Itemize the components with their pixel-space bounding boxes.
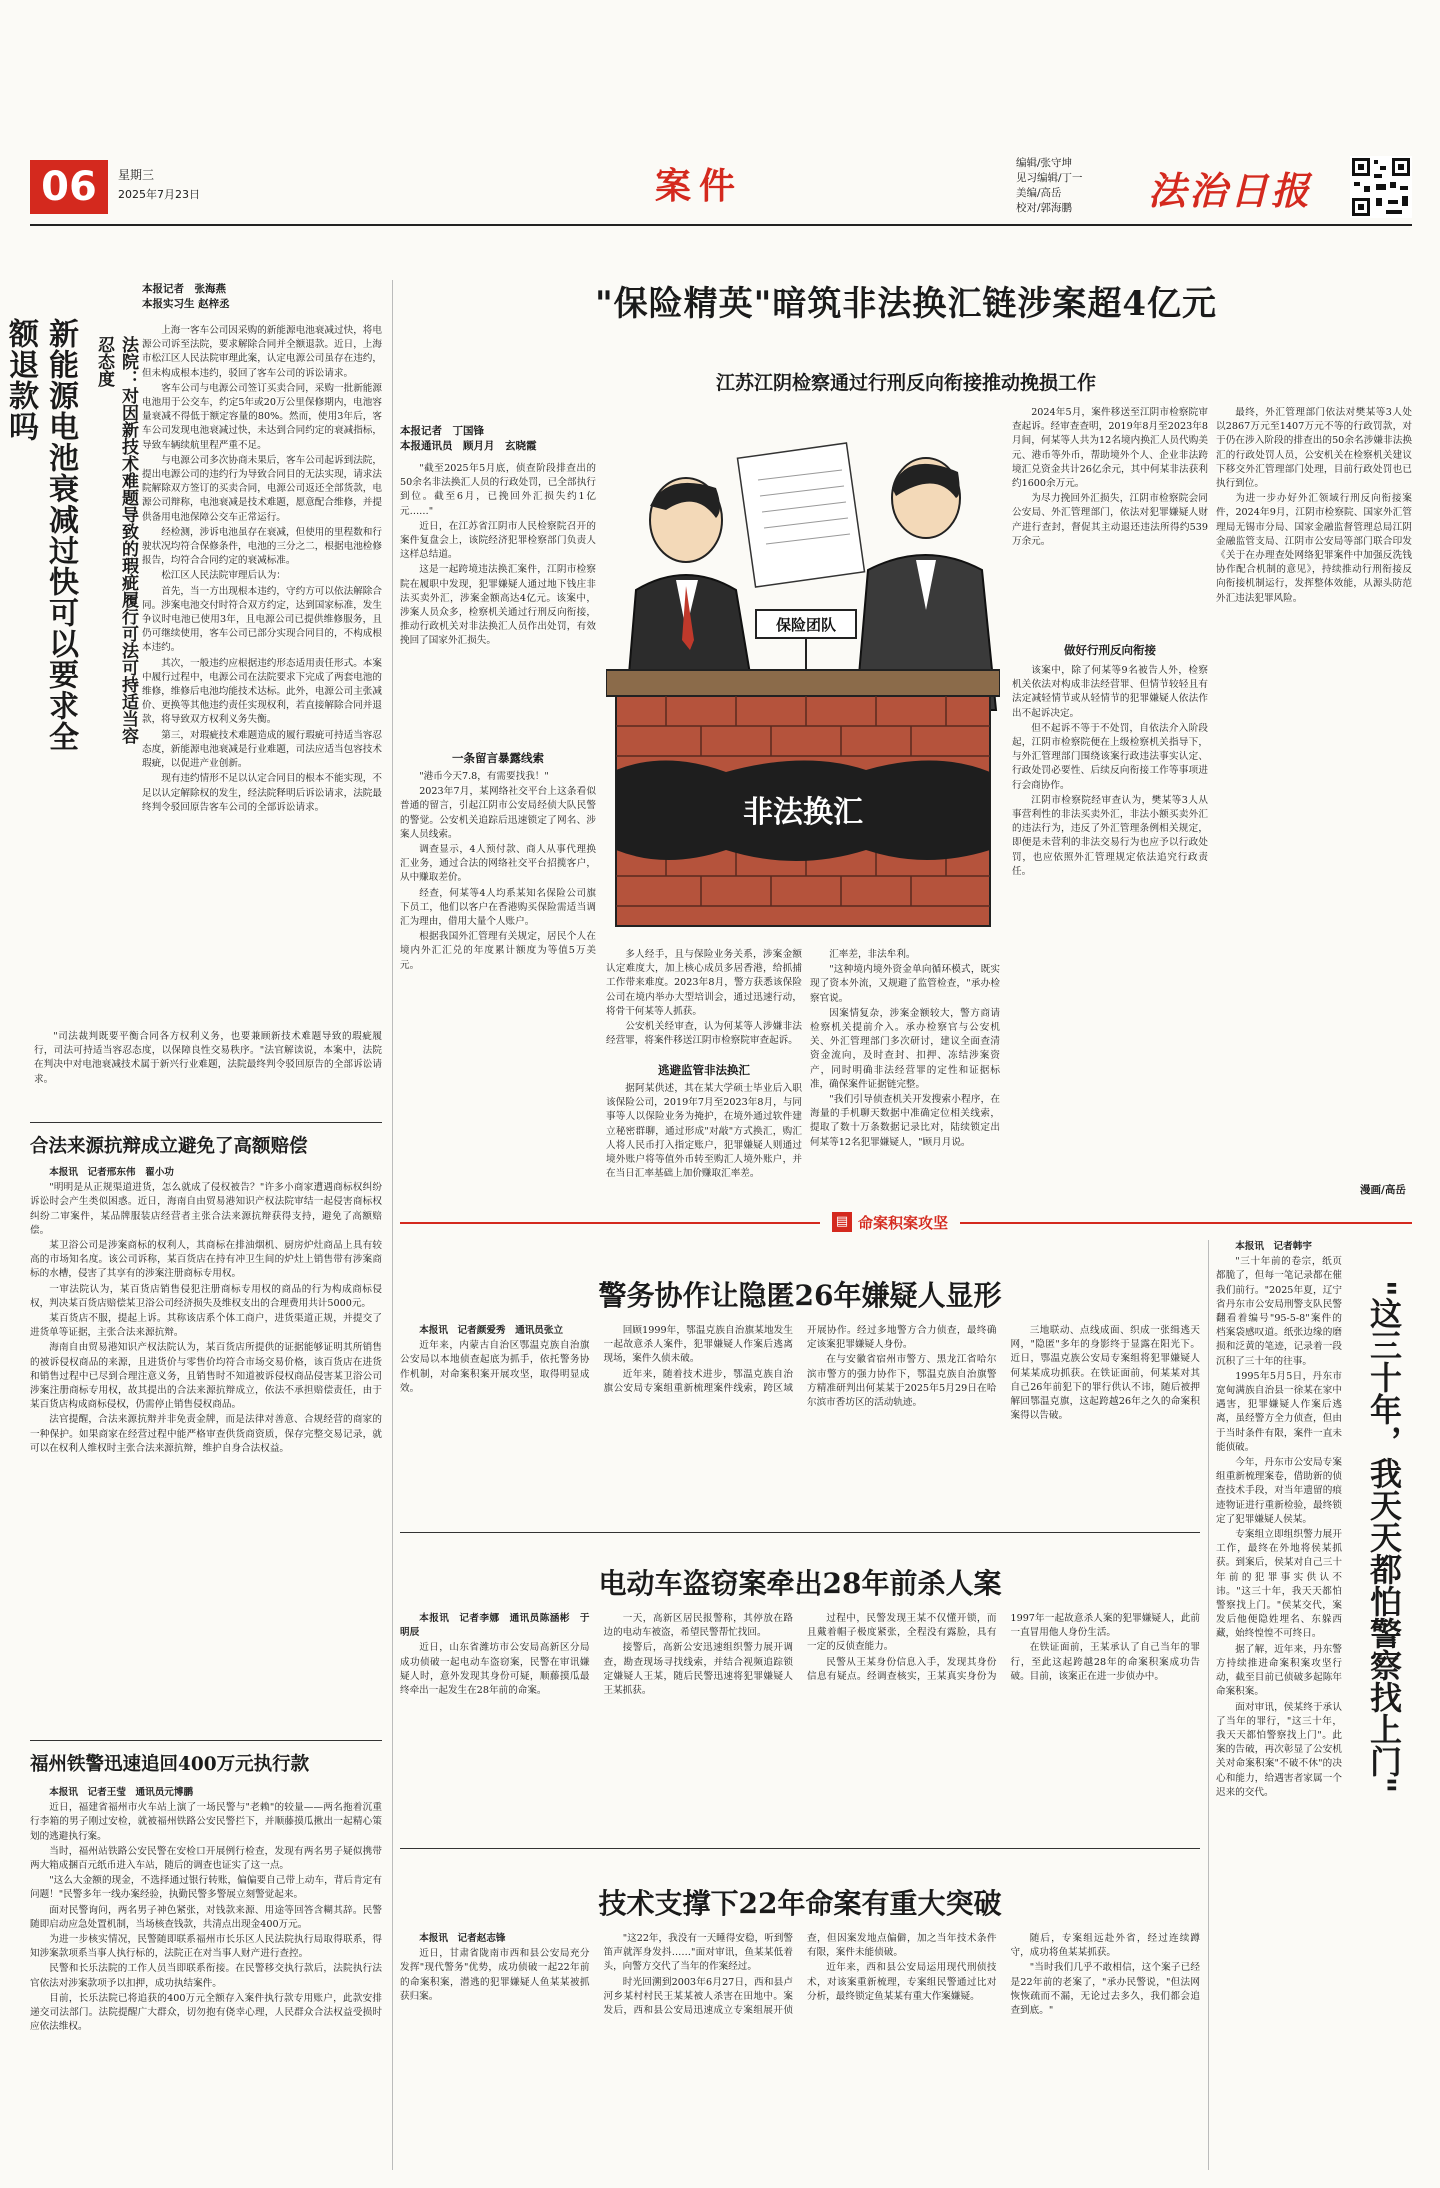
paragraph: "这么大金额的现金，不选择通过银行转账，偏偏要自己带上动车，背后肯定有问题！"民警多年一线办案经验，执勤民警多警展立刻警觉起来。: [30, 1875, 382, 1901]
page-number: 06: [30, 160, 108, 214]
paragraph: 其次，一般违约应根据违约形态适用责任形式。本案中履行过程中，电源公司在法院要求下完成了两套电池的维修，维修后电池均能技术达标。此外，电源公司主张减价、更换等其他违约责任实现权利，若直接解除合同并退款，将导致双方权利义务失衡。: [142, 657, 382, 726]
left-headline: 新能源电池衰减过快可以要求全额退款吗: [3, 318, 78, 752]
weekday: 星期三: [118, 168, 155, 182]
paragraph: 2024年5月，案件移送至江阴市检察院审查起诉。经审查查明，2019年8月至2023年8月间，何某等人共为12名境内换汇人员代购美元、港币等外币，帮助境外个人、企业非法跨境汇兑资金共计26亿余元，其中何某非法获利约1600余万元。: [1012, 407, 1208, 490]
byline: 本报讯 记者韩宇: [1235, 1241, 1312, 1252]
paragraph: 调查显示，4人预付款、商人从事代理换汇业务，通过合法的网络社交平台招揽客户，从中赚取差价。: [400, 844, 596, 884]
story-c-headline: 技术支撑下22年命案有重大突破: [598, 1887, 1002, 1920]
paragraph: "明明是从正规渠道进货，怎么就成了侵权被告？"许多小商家遭遇商标权纠纷诉讼时会产生类似困惑。近日，海南自由贸易港知识产权法院审结一起侵害商标权纠纷二审案件，某品牌服装店经营者主张合法来源抗辩获得支持，避免了高额赔偿。: [30, 1182, 382, 1236]
paragraph: "我们引导侦查机关开发搜索小程序，在海量的手机聊天数据中准确定位相关线索，提取了数十万条数据记录比对，陆续锁定出何某等12名犯罪嫌疑人，"顾月月说。: [810, 1094, 1000, 1148]
subhead-1: 一条留言暴露线索: [452, 751, 544, 765]
paragraph: 在铁证面前，王某承认了自己当年的罪行，至此这起跨越28年的命案积案成功告破。目前，该案正在进一步侦办中。: [1010, 1642, 1200, 1682]
paragraph: "三十年前的卷宗，纸页都脆了，但每一笔记录都在催我们前行。"2025年夏，辽宁省丹东市公安局刑警支队民警翻看着编号"95-5-8"案件的档案袋感叹道。纸张边缘的磨损和泛黄的笔迹，记录着一段沉积了三十年的往事。: [1216, 1256, 1342, 1367]
paragraph: 2023年7月，某网络社交平台上这条看似普通的留言，引起江阴市公安局经侦大队民警的警觉。公安机关追踪后迅速锁定了网名、涉案人员线索。: [400, 786, 596, 840]
paper-logo: 法治日报: [1148, 168, 1313, 213]
left-top-byline: [142, 282, 382, 312]
qr-code-icon: [1350, 156, 1412, 218]
column-divider: [392, 280, 393, 2170]
paragraph: 近日，山东省潍坊市公安局高新区分局成功侦破一起电动车盗窃案，民警在审讯嫌疑人时，意外发现其身份可疑，顺藤摸瓜最终牵出一起发生在28年前的命案。: [400, 1642, 590, 1697]
paragraph: 专案组立即组织警力展开工作，最终在外地将侯某抓获。到案后，侯某对自己三十年前的犯罪事实供认不讳。"这三十年，我天天都怕警察找上门。"侯某交代，案发后他便隐姓埋名、东躲西藏，始终惶惶不可终日。: [1216, 1529, 1342, 1640]
divider: [400, 1848, 1200, 1849]
paragraph: 时光回溯到2003年6月27日，西和县卢河乡某村村民王某某被人杀害在田地中。案发后，西和县公安局迅速成立专案组展开侦查，但因案发地点偏僻，加之当年技术条件有限，案件未能侦破。: [603, 1933, 997, 2017]
main-col-3: [606, 948, 802, 1058]
paragraph: 民警从王某身份信息入手，发现其身份信息有疑点。经调查核实，王某真实身份为1997年一起故意杀人案的犯罪嫌疑人，此前一直冒用他人身份生活。: [807, 1613, 1200, 1682]
paragraph: 据阿某供述，其在某大学硕士毕业后入职该保险公司，2019年7月至2023年8月，与同事等人以保险业务为掩护，在境外通过软件建立秘密群聊，通过形成"对敲"方式换汇，购汇人将人民币打入指定账户，犯罪嫌疑人则通过境外账户将等值外币转至购汇人境外账户，并在当日汇率基础上加价赚取汇率差。: [606, 1083, 802, 1180]
story2-byline: [30, 1166, 382, 1180]
paragraph: 在与安徽省宿州市警方、黑龙江省哈尔滨市警方的强力协作下，鄂温克族自治旗警方精准研判出何某某于2025年5月29日在哈尔滨市香坊区的活动轨迹。: [807, 1354, 997, 1409]
paragraph: 一审法院认为，某百货店销售侵犯注册商标专用权的商品的行为构成商标侵权，判决某百货店赔偿某卫浴公司经济损失及维权支出的合理费用共计5000元。: [30, 1283, 382, 1309]
paragraph: 1995年5月5日，丹东市宽甸满族自治县一徐某在家中遇害，犯罪嫌疑人作案后逃离，虽经警方全力侦查，但由于当时条件有限，案件一直未能侦破。: [1216, 1370, 1342, 1453]
paragraph: 最终，外汇管理部门依法对樊某等3人处以2867万元至1407万元不等的行政罚款，对于仍在涉入阶段的排查出的50余名涉嫌非法换汇的行政处罚人员，公安机关在检察机关建议下移交外汇管理部门处理，目前行政处罚也已执行到位。: [1216, 407, 1412, 490]
paragraph: 法官提醒，合法来源抗辩并非免责金牌，而是法律对善意、合规经营的商家的一种保护。如果商家在经营过程中能严格审查供货商资质，保存完整交易记录，就可以在权利人维权时主张合法来源抗辩，维护自身合法权益。: [30, 1414, 382, 1454]
paragraph: 为进一步办好外汇领域行刑反向衔接案件，2024年9月，江阴市检察院、国家外汇管理局无锡市分局、国家金融监督管理总局江阴金融监管支局、江阴市公安局等部门联合印发《关于在办理查处网络犯罪案件中加强反洗钱协作配合机制的意见》，持续推动行刑衔接反向衔接机制运行，发挥整体效能，从源头防范外汇违法犯罪风险。: [1216, 493, 1412, 604]
paragraph: 目前，长乐法院已将追获的400万元全额存入案件执行款专用账户，此款安排递交司法部门。法院提醒广大群众，切勿抱有侥幸心理，人民群众合法权益受损时应依法维权。: [30, 1992, 382, 2033]
paragraph: 这是一起跨境违法换汇案件，江阴市检察院在履职中发现，犯罪嫌疑人通过地下钱庄非法买卖外汇，涉案金额高达4亿元。该案中，涉案人员众多，检察机关通过行刑反向衔接，推动行政机关对非法换汇人员作出处罚，有效挽回了国家外汇损失。: [400, 564, 596, 647]
wall-label: 非法换汇: [743, 795, 863, 830]
paragraph: 现有违约情形不足以认定合同目的根本不能实现，不足以认定解除权的发生，经法院释明后诉讼请求，法院最终判令驳回原告客车公司的全部诉讼请求。: [142, 773, 382, 813]
paragraph: "截至2025年5月底，侦查阶段排查出的50余名非法换汇人员的行政处罚，已全部执行到位。截至6月，已挽回外汇损失约1亿元……": [400, 463, 596, 517]
paragraph: "这22年，我没有一天睡得安稳，听到警笛声就浑身发抖……"面对审讯，鱼某某低着头，向警方交代了当年的作案经过。: [603, 1933, 793, 1973]
paragraph: 近日，甘肃省陇南市西和县公安局充分发挥"现代警务"优势，成功侦破一起22年前的命案积案，潜逃的犯罪嫌疑人鱼某某被抓获归案。: [400, 1948, 590, 2002]
paragraph: 与电源公司多次协商未果后，客车公司起诉到法院，提出电源公司的违约行为导致合同目的无法实现，请求法院解除双方签订的买卖合同，电源公司返还全部货款，电源公司辩称，电池衰减是技术难题，愿意配合维修，并提供备用电池保障公交车正常运行。: [142, 454, 382, 523]
left-top-body-wide: [34, 1030, 382, 1116]
story2-headline: 合法来源抗辩成立避免了高额赔偿: [30, 1136, 308, 1157]
illustration: [606, 410, 1000, 940]
byline-line: 本报通讯员 顾月月 玄晓霞: [400, 440, 537, 452]
paragraph: 当时，福州站铁路公安民警在安检口开展例行检查，发现有两名男子疑似携带两大箱成捆百元纸币进入车站，随后的调查也证实了这一点。: [30, 1845, 382, 1872]
paragraph: 回顾1999年，鄂温克族自治旗某地发生一起故意杀人案件，犯罪嫌疑人作案后逃离现场，案件久侦未破。: [603, 1325, 793, 1365]
right-story: [1216, 1240, 1412, 2170]
story3-body: [30, 1786, 382, 2170]
bottom-banner: [820, 1208, 960, 1236]
byline: 本报讯 记者邢东伟 翟小功: [49, 1167, 174, 1178]
main-col-4: [810, 948, 1000, 1210]
story-a-headline: 警务协作让隐匿26年嫌疑人显形: [598, 1279, 1002, 1312]
right-headline: "这三十年，我天天都怕警察找上门": [1365, 1280, 1403, 1794]
main-subheadline: 江苏江阴检察通过行刑反向衔接推动挽损工作: [715, 372, 1096, 394]
left-top-body: [142, 324, 382, 1024]
editor-line: 见习编辑/丁一: [1016, 172, 1083, 184]
right-story-body: [1216, 1240, 1342, 2170]
paragraph: 某百货店不服，提起上诉。其称该店系个体工商户，进货渠道正规，并提交了进货单等证据，主张合法来源抗辩。: [30, 1313, 382, 1339]
paragraph: 客车公司与电源公司签订买卖合同，采购一批新能源电池用于公交车，约定5年或20万公里保修期内，电池容量衰减不得低于额定容量的80%。然而，使用3年后，客车公司发现电池衰减过快，未达到合同约定的衰减指标，导致车辆续航里程严重不足。: [142, 382, 382, 451]
paragraph: 三地联动、点线成面、织成一张缉逃天网，"隐匿"多年的身影终于显露在阳光下。近日，鄂温克族公安局专案组将犯罪嫌疑人何某某成功抓获。在铁证面前，何某某对其自己26年前犯下的罪行供认不讳，随后被押解回鄂温克旗，这起跨越26年之久的命案积案得以告破。: [1010, 1325, 1200, 1422]
left-kicker: 法院：对因新技术难题导致的瑕疵履行可法可持适当容忍态度: [94, 336, 138, 744]
column-divider: [1208, 1240, 1209, 2170]
paragraph: "司法裁判既要平衡合同各方权利义务，也要兼顾新技术难题导致的瑕疵履行，司法可持适当容忍态度，以保障良性交易秩序。"法官解读说，本案中，法院在判决中对电池衰减技术属于新兴行业难题，法院最终判令驳回原告的全部诉讼请求。: [34, 1031, 382, 1085]
issue-date: 2025年7月23日: [118, 188, 200, 201]
illustration-credit: 漫画/高岳: [1360, 1184, 1406, 1196]
paragraph: 为进一步核实情况，民警随即联系福州市长乐区人民法院执行局取得联系，得知涉案款项系当事人执行标的，法院正在对当事人财产进行查控。: [30, 1934, 382, 1960]
paragraph: "当时我们几乎不敢相信，这个案子已经是22年前的老案了，"承办民警说，"但法网恢恢疏而不漏，无论过去多久，我们都会追查到底。": [1010, 1962, 1200, 2017]
byline: 本报讯 记者李娜 通讯员陈涵彬 于明辰: [400, 1613, 590, 1639]
story-a-byline: [400, 1324, 590, 1338]
paragraph: 近年来，随着技术进步，鄂温克族自治旗公安局专案组重新梳理案件线索，跨区域开展协作。经过多地警方合力侦查，最终确定该案犯罪嫌疑人身份。: [603, 1325, 997, 1394]
masthead: [0, 0, 1440, 270]
paragraph: 近日，福建省福州市火车站上演了一场民警与"老赖"的较量——两名拖着沉重行李箱的男子刚过安检，就被福州铁路公安民警拦下，并顺藤摸瓜揪出一起精心策划的逃避执行案。: [30, 1802, 382, 1842]
section-title: 案件: [655, 165, 744, 207]
paragraph: 松江区人民法院审理后认为：: [161, 570, 286, 582]
main-col-6: [1216, 406, 1412, 1176]
paragraph: 过程中，民警发现王某不仅懂开锁，而且戴着帽子极度紧张，全程没有露脸，具有一定的反侦查能力。: [807, 1613, 997, 1653]
editor-line: 校对/郭海鹏: [1016, 202, 1073, 214]
story-b-byline: [400, 1612, 590, 1640]
main-headline: "保险精英"暗筑非法换汇链涉案超4亿元: [594, 284, 1218, 324]
story-c-body: [400, 1932, 1200, 2168]
paragraph: 为尽力挽回外汇损失，江阴市检察院会同公安局、外汇管理部门，依法对犯罪嫌疑人财产进行查封，督促其主动退还违法所得约539万余元。: [1012, 493, 1208, 547]
story-b: [400, 1540, 1200, 1840]
paragraph: 民警和长乐法院的工作人员当即联系衔接。在民警移交执行款后，法院执行法官依法对涉案款项予以扣押，成功执结案件。: [30, 1963, 382, 1989]
byline-line: 本报记者 张海燕: [142, 283, 226, 295]
paragraph: 据了解，近年来，丹东警方持续推进命案积案攻坚行动，截至目前已侦破多起陈年命案积案。: [1216, 1643, 1342, 1698]
main-col-5: [1012, 406, 1208, 636]
paragraph: 汇率差，非法牟利。: [829, 949, 916, 960]
byline: 本报讯 记者颜爱秀 通讯员张立: [419, 1325, 564, 1336]
paragraph: 面对民警询问，两名男子神色紧张，对钱款来源、用途等回答含糊其辞。民警随即启动应急处置机制，当场核查钱款，共清点出现金400万元。: [30, 1904, 382, 1930]
byline-line: 本报实习生 赵梓丞: [142, 298, 230, 310]
subhead-3: 做好行刑反向衔接: [1064, 643, 1156, 657]
paragraph: 近年来，内蒙古自治区鄂温克族自治旗公安局以本地侦查起底为抓手，依托警务协作机制，对命案积案开展攻坚，取得明显成效。: [400, 1340, 590, 1394]
paragraph: 近年来，西和县公安局运用现代刑侦技术，对该案重新梳理，专案组民警通过比对分析，最终锁定鱼某某有重大作案嫌疑。: [807, 1962, 997, 2002]
byline-line: 本报记者 丁国锋: [400, 425, 484, 437]
right-byline: [1216, 1240, 1342, 1254]
main-byline: [400, 424, 600, 454]
main-col-3b: [606, 1082, 802, 1210]
masthead-rule: [30, 224, 1412, 226]
paragraph: 根据我国外汇管理有关规定，居民个人在境内外汇汇兑的年度累计额度为等值5万美元。: [400, 931, 596, 971]
paragraph: "港币今天7.8，有需要找我！": [419, 771, 549, 782]
paragraph: 但不起诉不等于不处罚，自依法介入阶段起，江阴市检察院便在上级检察机关指导下，与外汇管理部门围绕该案行政违法事实认定、行政处罚必要性、后续反向衔接工作等事项进行会商协作。: [1012, 722, 1208, 791]
banner-label: 命案积案攻坚: [858, 1213, 949, 1232]
paragraph: 近日，在江苏省江阴市人民检察院召开的案件复盘会上，该院经济犯罪检察部门负责人这样总结道。: [400, 520, 596, 561]
paragraph: "这种境内境外资金单向循环模式，既实现了资本外流，又规避了监管检查，"承办检察官说。: [810, 964, 1000, 1004]
paragraph: 接警后，高新公安迅速组织警力展开调查，勘查现场寻找线索，并结合视频追踪锁定嫌疑人王某，随后民警迅速将犯罪嫌疑人王某抓获。: [603, 1642, 793, 1697]
paragraph: 经查，何某等4人均系某知名保险公司旗下员工，他们以客户在香港购买保险需适当调汇为理由，借用大量个人账户。: [400, 887, 596, 928]
divider: [30, 1740, 382, 1741]
paragraph: 上海一客车公司因采购的新能源电池衰减过快，将电源公司诉至法院，要求解除合同并全额退款。近日，上海市松江区人民法院审理此案，认定电源公司虽存在违约，但未构成根本违约，驳回了客车公司的诉讼请求。: [142, 325, 382, 379]
divider: [400, 1532, 1200, 1533]
main-story: [400, 276, 1412, 1216]
story2-body: [30, 1166, 382, 1726]
paragraph: 该案中，除了何某等9名被告人外，检察机关依法对构成非法经营罪、但情节较轻且有法定减轻情节或从轻情节的犯罪嫌疑人依法作出不起诉决定。: [1012, 665, 1208, 719]
story-b-body: [400, 1612, 1200, 1832]
paragraph: 因案情复杂，涉案金额较大，警方商请检察机关提前介入。承办检察官与公安机关、外汇管理部门多次研讨，建议全面查清资金流向，及时查封、扣押、冻结涉案资产，同时明确非法经营罪的定性和证据标准，确保案件证据链完整。: [810, 1007, 1000, 1090]
byline: 本报讯 记者赵志锋: [419, 1933, 506, 1944]
paragraph: 经检测，涉诉电池虽存在衰减，但使用的里程数和行驶状况均符合保修条件，电池的三分之二，根据电池检修报告，均符合合同约定的衰减标准。: [142, 526, 382, 567]
editor-line: 编辑/张守坤: [1016, 157, 1073, 169]
story-b-headline: 电动车盗窃案牵出28年前杀人案: [598, 1567, 1002, 1600]
paragraph: 江阴市检察院经审查认为，樊某等3人从事营利性的非法买卖外汇，非法小额买卖外汇的违法行为，违反了外汇管理条例相关规定，即便是未营利的非法交易行为也应予以行政处罚，也应依照外汇管理规定依法追究行政责任。: [1012, 794, 1208, 877]
left-column: [3, 280, 385, 2170]
paragraph: 一天，高新区居民报警称，其停放在路边的电动车被盗，希望民警帮忙找回。: [603, 1613, 793, 1639]
banner-icon: ▤: [832, 1212, 852, 1232]
divider: [30, 1122, 382, 1123]
paragraph: 第三，对瑕疵技术难题造成的履行瑕疵可持适当容忍态度，新能源电池衰减是行业难题，司法应适当包容技术瑕疵，以促进产业创新。: [142, 729, 382, 770]
paragraph: 首先，当一方出现根本违约，守约方可以依法解除合同。涉案电池交付时符合双方约定，达到国家标准，发生争议时电池已使用3年，且电源公司已提供维修服务，且仍可继续使用，客车公司已部分实现合同目的，不构成根本违约。: [142, 585, 382, 654]
main-col-1: [400, 462, 596, 742]
editor-line: 美编/高岳: [1016, 187, 1062, 199]
main-col-2: [400, 770, 596, 1210]
story-c-byline: [400, 1932, 590, 1946]
story-a-body: [400, 1324, 1200, 1524]
story-c: [400, 1856, 1200, 2176]
paragraph: 面对审讯，侯某终于承认了当年的罪行，"这三十年，我天天都怕警察找上门"。此案的告破，再次彰显了公安机关对命案积案"不破不休"的决心和能力，给遇害者家属一个迟来的交代。: [1216, 1701, 1342, 1798]
paragraph: 多人经手，且与保险业务关系，涉案金额认定难度大，加上核心成员多居香港，给抓捕工作带来难度。2023年8月，警方获悉该保险公司在境内举办大型培训会，通过迅速行动，将骨干何某等人抓获。: [606, 949, 802, 1017]
story-a: [400, 1244, 1200, 1524]
subhead-2: 逃避监管非法换汇: [658, 1063, 750, 1077]
story3-headline: 福州铁警迅速追回400万元执行款: [30, 1754, 310, 1775]
paragraph: 今年，丹东市公安局专案组重新梳理案卷，借助新的侦查技术手段，对当年遗留的痕迹物证进行重新检验，最终锁定了犯罪嫌疑人侯某。: [1216, 1457, 1342, 1525]
paragraph: 公安机关经审查，认为何某等人涉嫌非法经营罪，将案件移送江阴市检察院审查起诉。: [606, 1021, 802, 1047]
sign-label: 保险团队: [775, 616, 837, 634]
main-col-5b: [1012, 664, 1208, 1174]
paragraph: 随后，专案组远赴外省，经过连续蹲守，成功将鱼某某抓获。: [1010, 1933, 1200, 1959]
byline: 本报讯 记者王莹 通讯员元博鹏: [49, 1787, 194, 1798]
editors-block: [1016, 156, 1083, 216]
paragraph: 某卫浴公司是涉案商标的权利人，其商标在排油烟机、厨房炉灶商品上具有较高的市场知名度。该公司诉称，某百货店在持有冲卫生间的炉灶上销售带有涉案商标的水槽，侵害了其享有的涉案注册商标专用权。: [30, 1240, 382, 1280]
story3-byline: [30, 1786, 382, 1800]
paragraph: 海南自由贸易港知识产权法院认为，某百货店所提供的证据能够证明其所销售的被诉侵权商品的来源，且进货价与零售价均符合市场交易价格，该百货店在进货和销售过程中已尽到合理注意义务，且销售时不知道被诉侵权商品侵害某卫浴公司涉案注册商标专用权，故其提出的合法来源抗辩成立，依法不承担赔偿责任，由于某百货店构成商标侵权，仍需停止销售侵权商品。: [30, 1342, 382, 1411]
